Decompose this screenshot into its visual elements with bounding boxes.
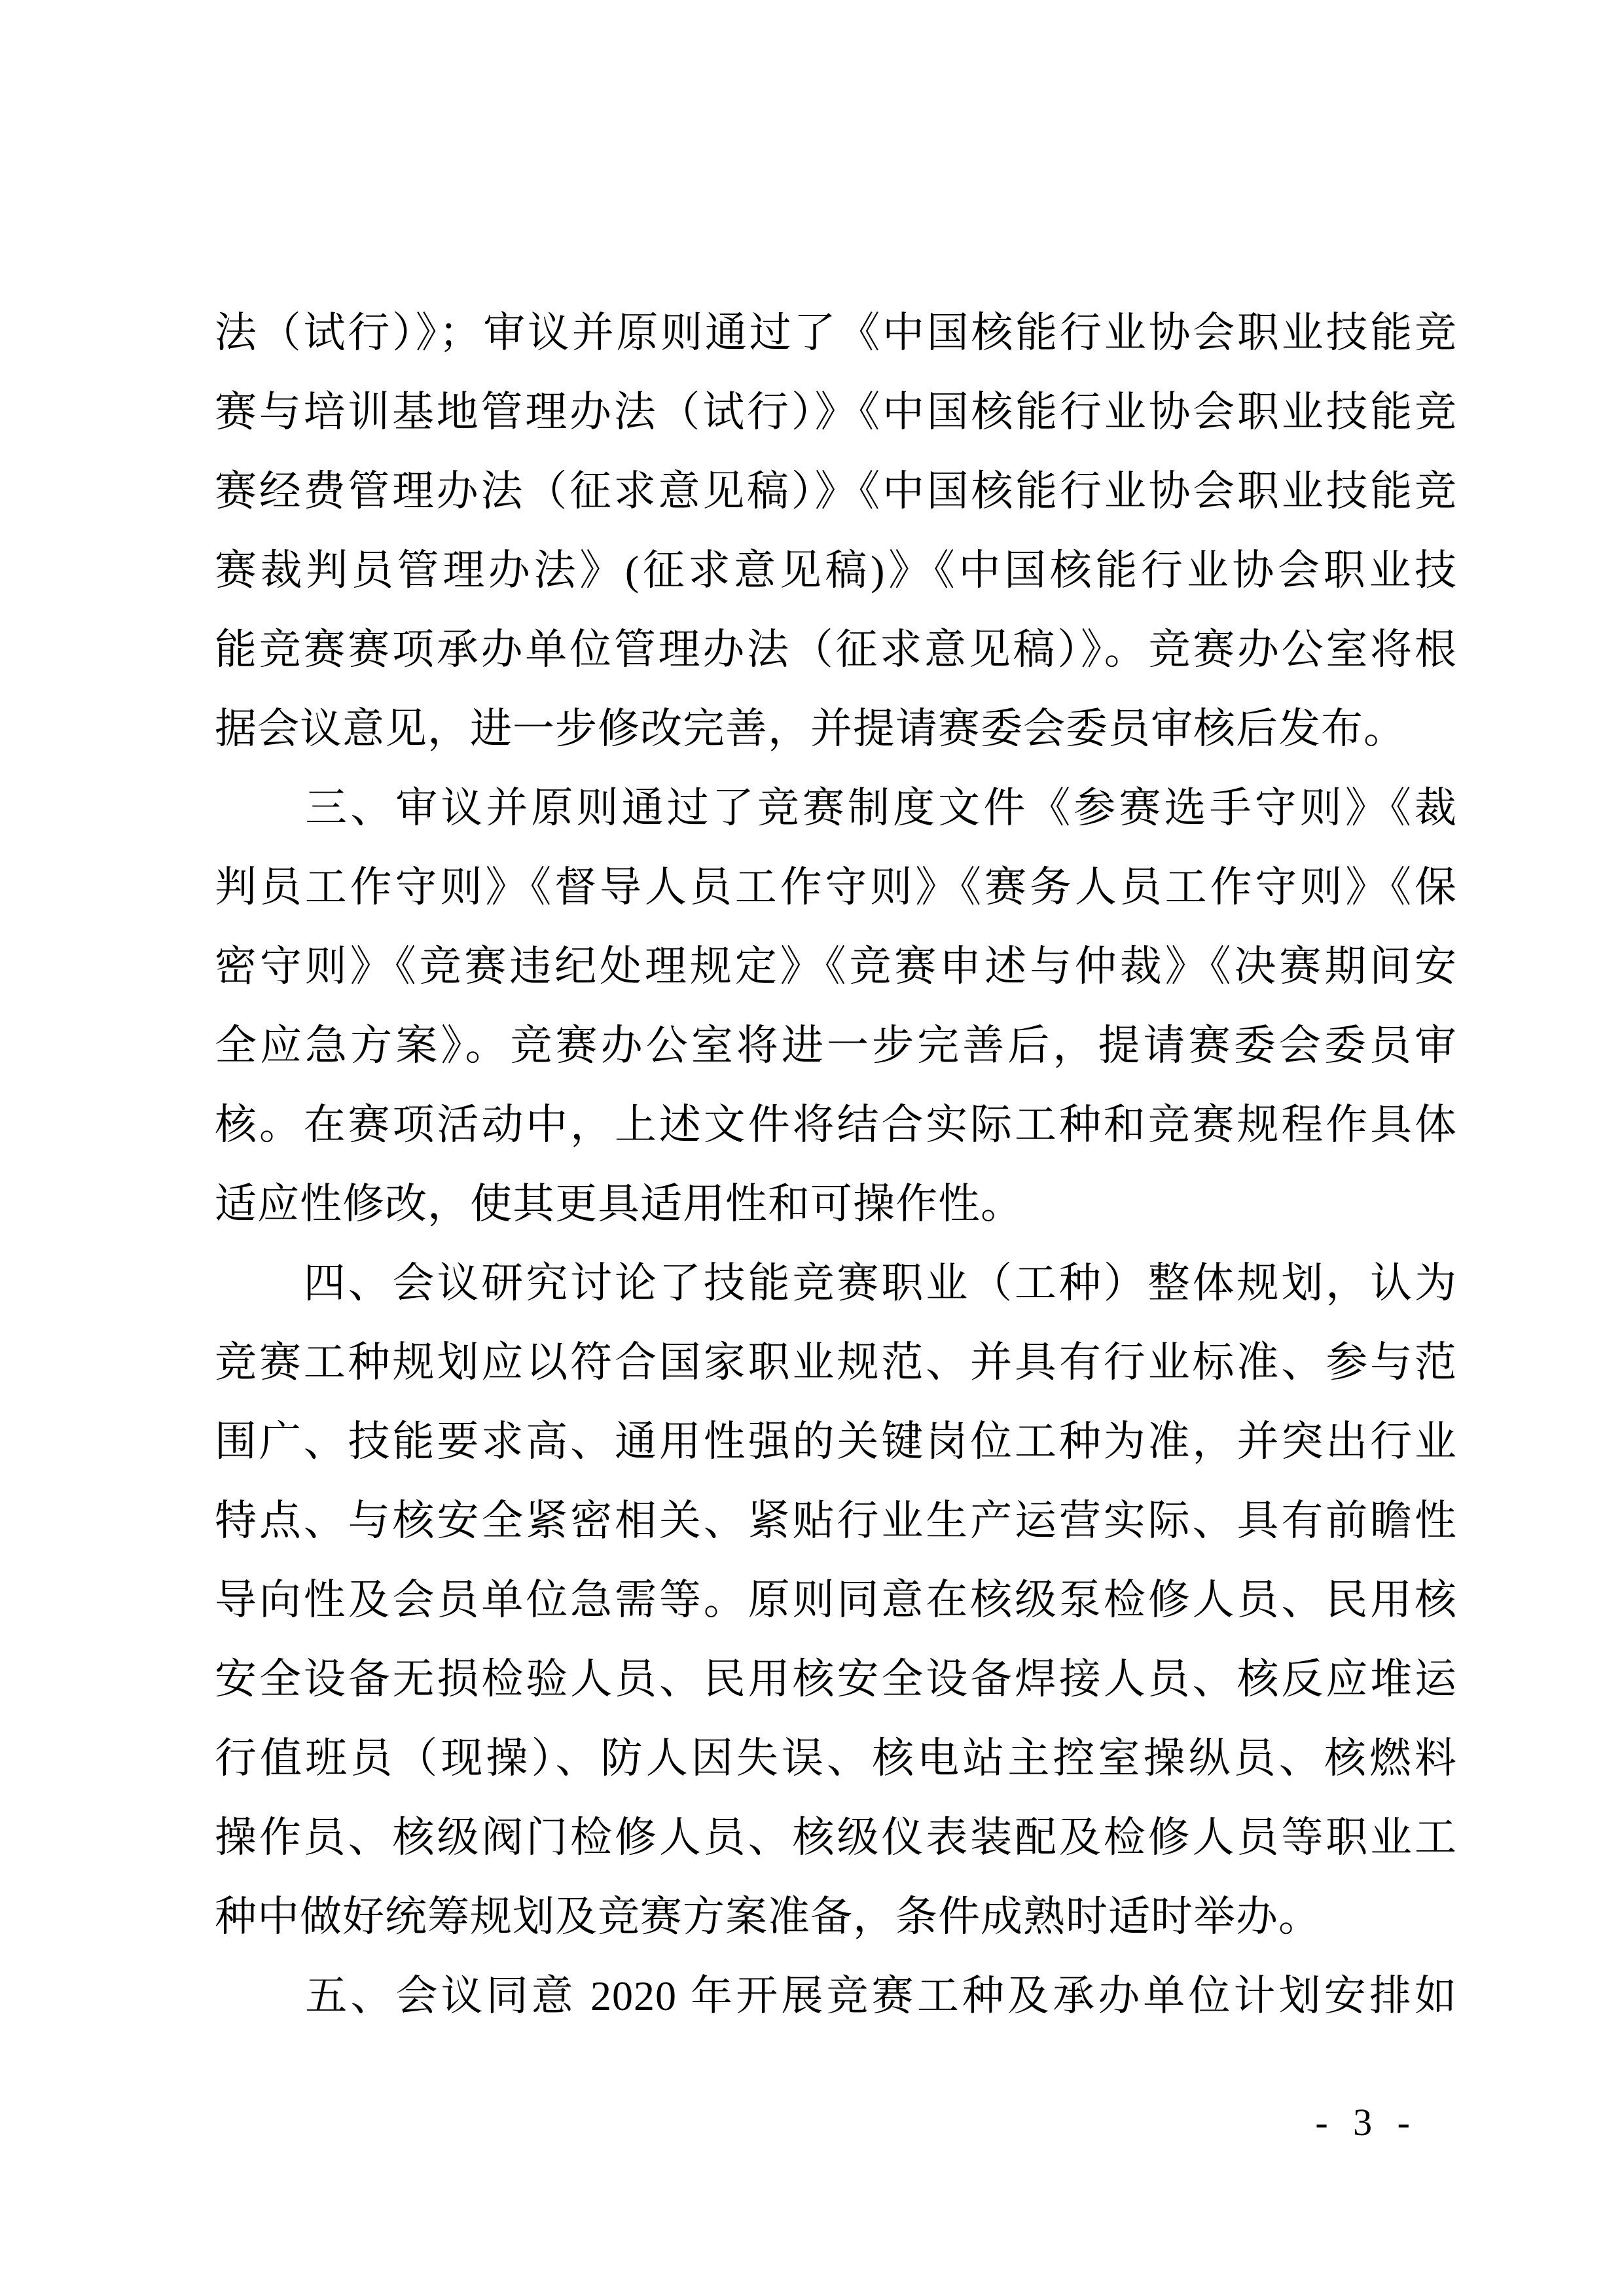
text-line: 据会议意见，进一步修改完善，并提请赛委会委员审核后发布。 [215, 706, 1406, 752]
text-line: 种中做好统筹规划及竞赛方案准备，条件成熟时适时举办。 [215, 1893, 1321, 1940]
text-line: 三、审议并原则通过了竞赛制度文件《参赛选手守则》《裁 [215, 785, 1457, 831]
text-line: 核。在赛项活动中，上述文件将结合实际工种和竞赛规程作具体 [215, 1102, 1457, 1148]
paragraph-item-3 [215, 768, 1457, 1244]
text-line: 四、会议研究讨论了技能竞赛职业（工种）整体规划，认为 [215, 1260, 1457, 1306]
text-line: 判员工作守则》《督导人员工作守则》《赛务人员工作守则》《保 [215, 864, 1457, 910]
text-line: 赛与培训基地管理办法（试行）》《中国核能行业协会职业技能竞 [215, 389, 1457, 435]
text-line: 操作员、核级阀门检修人员、核级仪表装配及检修人员等职业工 [215, 1814, 1457, 1861]
text-line: 行值班员（现操）、防人因失误、核电站主控室操纵员、核燃料 [215, 1735, 1457, 1782]
text-line: 特点、与核安全紧密相关、紧贴行业生产运营实际、具有前瞻性 [215, 1498, 1457, 1544]
text-line: 安全设备无损检验人员、民用核安全设备焊接人员、核反应堆运 [215, 1656, 1457, 1702]
document-body [215, 293, 1457, 2036]
text-line: 能竞赛赛项承办单位管理办法（征求意见稿）》。竞赛办公室将根 [215, 626, 1457, 673]
text-line: 全应急方案》。竞赛办公室将进一步完善后，提请赛委会委员审 [215, 1022, 1457, 1069]
text-line: 围广、技能要求高、通用性强的关键岗位工种为准，并突出行业 [215, 1418, 1457, 1465]
text-line: 竞赛工种规划应以符合国家职业规范、并具有行业标准、参与范 [215, 1339, 1457, 1386]
paragraph-item-4 [215, 1244, 1457, 1956]
text-line: 赛裁判员管理办法》(征求意见稿)》《中国核能行业协会职业技 [215, 547, 1457, 594]
text-line: 五、会议同意 2020 年开展竞赛工种及承办单位计划安排如 [215, 1973, 1457, 2019]
paragraph-continued-from-previous-page [215, 293, 1457, 768]
text-line: 赛经费管理办法（征求意见稿）》《中国核能行业协会职业技能竞 [215, 468, 1457, 514]
text-line: 法（试行）》；审议并原则通过了《中国核能行业协会职业技能竞 [215, 310, 1457, 356]
text-line: 适应性修改，使其更具适用性和可操作性。 [215, 1181, 1023, 1227]
page-number: - 3 - [1315, 2101, 1418, 2144]
text-line: 导向性及会员单位急需等。原则同意在核级泵检修人员、民用核 [215, 1577, 1457, 1623]
text-line: 密守则》《竞赛违纪处理规定》《竞赛申述与仲裁》《决赛期间安 [215, 943, 1457, 990]
paragraph-item-5 [215, 1956, 1457, 2036]
